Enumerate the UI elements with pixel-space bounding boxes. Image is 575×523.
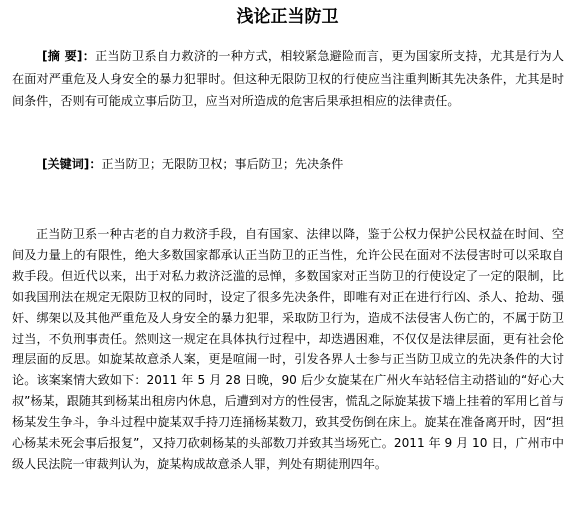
document-title: 浅论正当防卫	[236, 7, 339, 27]
keywords-text: 正当防卫；无限防卫权；事后防卫；先决条件	[101, 157, 344, 171]
abstract-text: 正当防卫系自力救济的一种方式，相较紧急避险而言，更为国家所支持，尤其是行为人在面对严重危及人身安全的暴力犯罪时。但这种无限防卫权的行使应当注重判断其先决条件，尤其是时间条件，否则有可能成立事后防卫，应当对所造成的危害后果承担相应的法律责任。	[12, 49, 564, 108]
body-paragraph: 正当防卫系一种古老的自力救济手段，自有国家、法律以降，鉴于公权力保护公民权益在时间、空间及力量上的有限性，绝大多数国家都承认正当防卫的正当性，允许公民在面对不法侵害时可以采取自救手段。但近代以来，出于对私力救济泛滥的忌惮，多数国家对正当防卫的行使设定了一定的限制，比如我国刑法在规定无限防卫权的同时，设定了很多先决条件，即唯有对正在进行行凶、杀人、抢劫、强奸、绑架以及其他严重危及人身安全的暴力犯罪，采取防卫行为，造成不法侵害人伤亡的，不属于防卫过当，不负刑事责任。然则这一规定在具体执行过程中，却迭遇困难，不仅仅是法律层面，更有社会伦理层面的反思。如旋某故意杀人案，更是喧闹一时，引发各界人士参与正当防卫成立的先决条件的大讨论。该案案情大致如下：2011 年 5 月 28 日晚，90 后少女旋某在广州火车站轻信主动搭讪的“好心大叔”杨某，跟随其到杨某出租房内休息，后遭到对方的性侵害，慌乱之际旋某拔下墙上挂着的军用匕首与杨某发生争斗，争斗过程中旋某双手持刀连捅杨某数刀，致其受伤倒在床上。旋某在准备离开时，因“担心杨某未死会事后报复”，又持刀砍刺杨某的头部数刀并致其当场死亡。2011 年 9 月 10 日，广州市中级人民法院一审裁判认为，旋某构成故意杀人罪，判处有期徒刑四年。	[12, 227, 564, 471]
abstract-paragraph	[12, 45, 564, 113]
abstract-label: [摘 要]：	[42, 49, 96, 63]
keywords-label: [关键词]：	[42, 157, 102, 171]
keywords-paragraph	[12, 153, 564, 176]
